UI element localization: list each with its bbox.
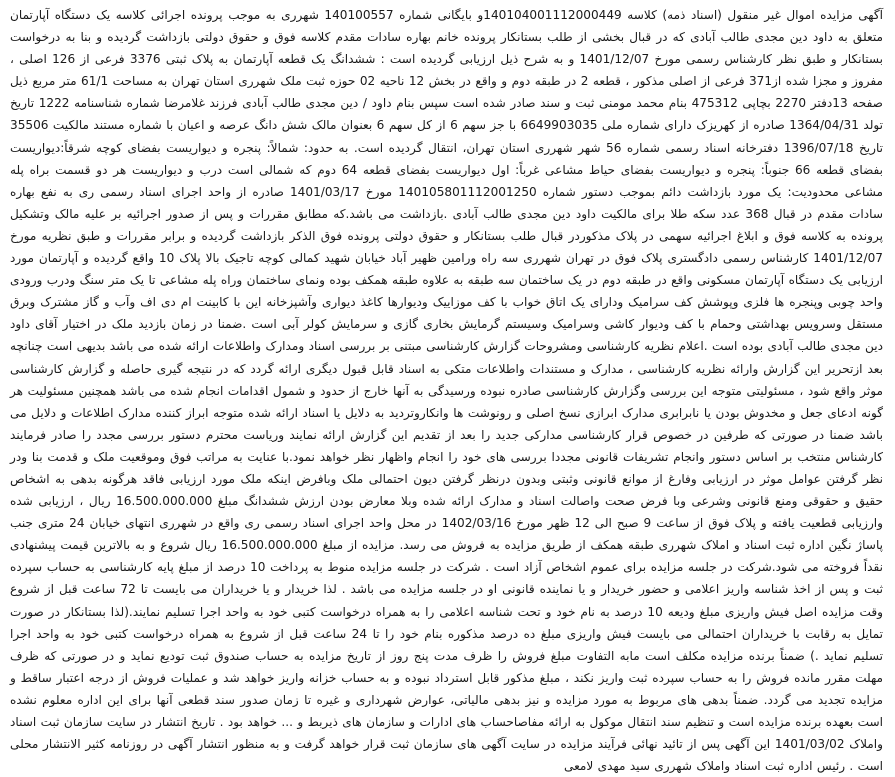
- auction-notice-body: آگهی مزایده اموال غیر منقول (اسناد ذمه) کلاسه 140104001112000449و بایگانی شماره 140100557 شهرری به موجب پرونده اجرائی کلاسه یک دستگاه آپارتمان متعلق به داود دین مجدی طالب آبادی که در قبال بخشی از طلب بستانکار پرونده خانم بهاره سادات مقدم کلاسه فوق و حقوق دولتی بازداشت گردیده و بنا به درخواست بستانکار و طبق نظر کارشناس رسمی مورخ 1401/12/07 و به شرح ذیل ارزیابی گردیده است : ششدانگ یک قطعه آپارتمان به پلاک ثبتی 3376 فرعی از 126 اصلی ، مفروز و مجزا شده از371 فرعی از اصلی مذکور ، قطعه 2 در طبقه دوم و واقع در بخش 12 ناحیه 02 حوزه ثبت ملک شهرری استان تهران به مساحت 61/1 متر مربع ذیل صفحه 13دفتر 2270 بچاپی 475312 بنام محمد مومنی ثبت و سند صادر شده است سپس بنام داود / دین مجدی طالب آبادی فرزند غلامرضا شماره شناسنامه 1222 تاریخ تولد 1364/04/31 صادره از کهریزک دارای شماره ملی 6649903035 با جز سهم 6 از کل سهم 6 بعنوان مالک شش دانگ عرصه و اعیان با شماره مستند مالکیت 35506 تاریخ 1396/07/18 دفترخانه اسناد رسمی شماره 56 شهر شهرری استان تهران، انتقال گردیده است. به حدود: شمالاً: پنجره و دیواریست بفضای کوچه شرقاً:دیواریست بفضای قطعه 66 جنوباً: پنجره و دیواریست بفضای حیاط مشاعی غرباً: اول دیواریست بفضای قطعه 64 دوم که شمالی است درب و دیواریست هر دو قسمت براه پله مشاعی محدودیت: یک مورد بازداشت دائم بموجب دستور شماره 140105801112001250 مورخ 1401/03/17 صادره از واحد اجرای اسناد رسمی ری به نفع بهاره سادات مقدم در قبال 368 عدد سکه طلا برای مالکیت داود دین مجدی طالب آبادی .بازداشت می باشد.که مطابق مقررات و پس از صدور اجرائیه بر علیه مالک وتشکیل پرونده به کلاسه فوق و ابلاغ اجرائیه سهمی در پلاک مذکوردر قبال طلب بستانکار و حقوق دولتی پرونده فوق الذکر بازداشت گردیده و برابر مقررات و طبق نظریه مورخ 1401/12/07 کارشناس رسمی دادگستری پلاک فوق در تهران شهرری سه راه ورامین ظهیر آباد خیابان شهید کمالی کوچه تاجیک بالا پلاک 10 واقع گردیده و آپارتمان مورد ارزیابی یک دستگاه آپارتمان مسکونی واقع در طبقه دوم در یک ساختمان سه طبقه به علاوه طبقه همکف بوده ونمای ساختمان وراه پله مشاعی تا یک متر سنگ ودرب ورودی واحد چوبی وپنجره ها فلزی وپوشش کف سرامیک ودارای یک اتاق خواب با کف موزاییک ودیوارها کاغذ دیواری وآشپزخانه این با کابینت ام دی اف وآب و گاز مشترک وبرق مستقل وسرویس بهداشتی وحمام با کف ودیوار کاشی وسرامیک وسیستم گرمایش بخاری گازی و سرمایش کولر آبی است .ضمنا در زمان بازدید ملک در اختیار آقای داود دین مجدی طالب آبادی بوده است .اعلام نظریه کارشناسی ومشروحات گزارش کارشناسی مبتنی بر بررسی اسناد ومدارک واطلاعات ارائه شده می باشد بدیهی است چنانچه بعد ازتحریر این گزارش وارائه نظریه کارشناسی ، مدارک و مستندات واطلاعات متکی به اسناد قابل قبول دیگری ارائه گردد که در نتیجه گیری حاصله و گزارش کارشناسی موثر واقع شود ، مسئولیتی متوجه این بررسی وگزارش کارشناسی صادره نبوده ورسیدگی به آنها خارج از حدود و شمول اقدامات انجام شده می باشد همچنین مسئولیت هر گونه ادعای جعل و مخدوش بودن یا نابرابری مدارک ابرازی نسخ اصلی و رونوشت ها وانکاروتردید به دلایل یا اسناد ارائه شده متوجه ابراز کننده مدارک اطلاعات و دلایل می باشد ضمنا در صورتی که طرفین در خصوص قرار کارشناسی مدارکی جدید را بعد از تقدیم این گزارش ارائه نمایند وریاست محترم دستور بررسی مجدد را صادر فرمایند کارشناس منتخب بر اساس دستور وانجام تشریفات قانونی مجددا بررسی های خود را انجام واظهار نظر خواهد نمود.با عنایت به مراتب فوق وموقعیت ملک و قدمت بنا ودر نظر گرفتن عوامل موثر در ارزیابی وفارغ از موانع قانونی وثبتی وبدون درنظر گرفتن دیون احتمالی ملک وبافرض اینکه ملک مورد ارزیابی فاقد هرگونه بدهی به اشخاص حقیق و حقوقی ومنع قانونی وشرعی وبا فرض صحت واصالت اسناد و مدارک ارائه شده وبلا معارض بودن ارزش ششدانگ مبلغ 16.500.000.000 ریال ، ارزیابی شده وارزیابی قطعیت یافته و پلاک فوق از ساعت 9 صبح الی 12 ظهر مورخ 1402/03/16 در محل واحد اجرای اسناد رسمی ری واقع در شهرری انتهای خیابان 24 متری جنب پاساژ نگین اداره ثبت اسناد و املاک شهرری طبقه همکف از طریق مزایده به فروش می رسد. مزایده از مبلغ 16.500.000.000 ریال شروع و به بالاترین قیمت پیشنهادی نقداً فروخته می شود.شرکت در جلسه مزایده برای عموم اشخاص آزاد است . شرکت در جلسه مزایده منوط به پرداخت 10 درصد از مبلغ پایه کارشناسی به حساب سپرده ثبت و پس از اخذ شناسه واریز اعلامی و حضور خریدار و یا نماینده قانونی او در جلسه مزایده می باشد . لذا خریدار و یا خریداران می بایست تا 72 ساعت قبل از شروع وقت مزایده اصل فیش واریزی مبلغ ودیعه 10 درصد به نام خود و تحت شناسه اعلامی را به همراه درخواست کتبی خود به واحد اجرا تسلیم نمایند.(لذا بستانکار در صورت تمایل به رقابت با خریداران احتمالی می بایست فیش واریزی مبلغ ده درصد مذکوره بنام خود را تا 24 ساعت قبل از شروع به همراه درخواست کتبی خود به واحد اجرا تسلیم نماید .) ضمناً برنده مزایده مکلف است مابه التفاوت مبلغ فروش را ظرف مدت پنج روز از تاریخ مزایده به حساب صندوق ثبت تودیع نماید و در صورتی که ظرف مهلت مقرر مانده فروش را به حساب سپرده ثبت واریز نکند ، مبلغ مذکور قابل استرداد نبوده و به حساب خزانه واریز خواهد شد و عملیات فروش از درجه اعتبار ساقط و مزایده تجدید می گردد. ضمناً بدهی های مربوط به مورد مزایده و نیز بدهی مالیاتی، عوارض شهرداری و غیره تا زمان صدور سند قطعی آنها برای این اداره معلوم نشده است بعهده برنده مزایده است و تنظیم سند انتقال موکول به ارائه مفاصاحساب های ادارات و سازمان های ذیربط و ... خواهد بود . تاریخ انتشار در سایت سازمان ثبت اسناد واملاک 1401/03/02 این آگهی پس از تائید نهائی فرآیند مزایده در سایت آگهی های سازمان ثبت قرار خواهد گرفت و به منظور انتشار آگهی در روزنامه کثیر الانتشار محلی است . رئیس اداره ثبت اسناد واملاک شهرری سید مهدی لامعی: [10, 8, 884, 774]
